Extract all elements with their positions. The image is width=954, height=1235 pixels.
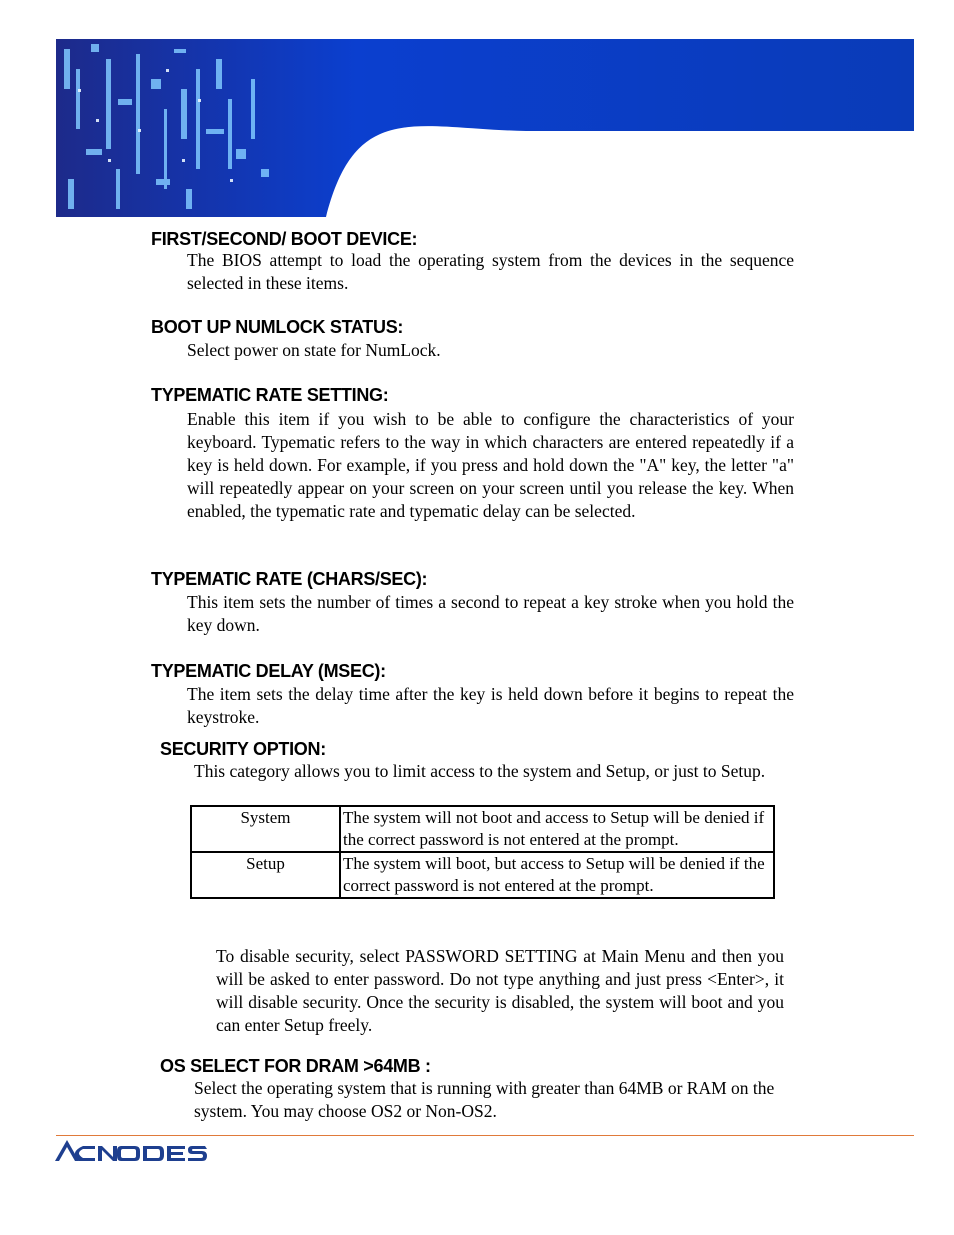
section-body: Select the operating system that is running with greater than 64MB or RAM on the system. You may choose OS2 or Non-OS2. — [194, 1078, 775, 1121]
circuit-board-banner-image — [56, 39, 914, 217]
table-cell-description: The system will boot, but access to Setup will be denied if the correct password is not entered at the prompt. — [340, 852, 774, 898]
section-heading: BOOT UP NUMLOCK STATUS: — [151, 317, 404, 337]
section-heading: OS SELECT FOR DRAM >64MB : — [160, 1056, 431, 1076]
table-cell-description: The system will not boot and access to Setup will be denied if the correct password is not entered at the prompt. — [340, 806, 774, 852]
section-body: Enable this item if you wish to be able to configure the characteristics of your keyboard. Typematic refers to the way in which characters are entered repeatedly if a key is held down. For example, if you press and hold down the "A" key, the letter "a" will repeatedly appear on your screen on your screen until you release the key. When enabled, the typematic rate and typematic delay can be selected. — [187, 409, 794, 521]
section-heading: TYPEMATIC RATE (CHARS/SEC): — [151, 569, 428, 589]
table-cell-option: System — [191, 806, 340, 852]
security-note: To disable security, select PASSWORD SETTING at Main Menu and then you will be asked to enter password. Do not type anything and just press <Enter>, it will disable security. Once the security is disabled, the system will boot and you can enter Setup freely. — [216, 946, 784, 1035]
table-row — [191, 852, 774, 898]
acnodes-logo — [55, 1138, 215, 1169]
section-body: This item sets the number of times a second to repeat a key stroke when you hold the key down. — [187, 592, 794, 635]
header-banner — [56, 39, 914, 217]
section-body: The BIOS attempt to load the operating system from the devices in the sequence selected in these items. — [187, 250, 794, 293]
section-heading: TYPEMATIC DELAY (MSEC): — [151, 661, 386, 681]
section-body: This category allows you to limit access to the system and Setup, or just to Setup. — [194, 761, 766, 781]
acnodes-logo-icon — [55, 1138, 215, 1164]
section-body: The item sets the delay time after the key is held down before it begins to repeat the keystroke. — [187, 684, 794, 727]
security-option-table — [190, 805, 775, 899]
table-cell-option: Setup — [191, 852, 340, 898]
footer-divider — [56, 1135, 914, 1136]
section-heading: FIRST/SECOND/ BOOT DEVICE: — [151, 229, 418, 249]
section-body: Select power on state for NumLock. — [187, 340, 441, 360]
section-heading: SECURITY OPTION: — [160, 739, 326, 759]
table-row — [191, 806, 774, 852]
section-heading: TYPEMATIC RATE SETTING: — [151, 385, 389, 405]
